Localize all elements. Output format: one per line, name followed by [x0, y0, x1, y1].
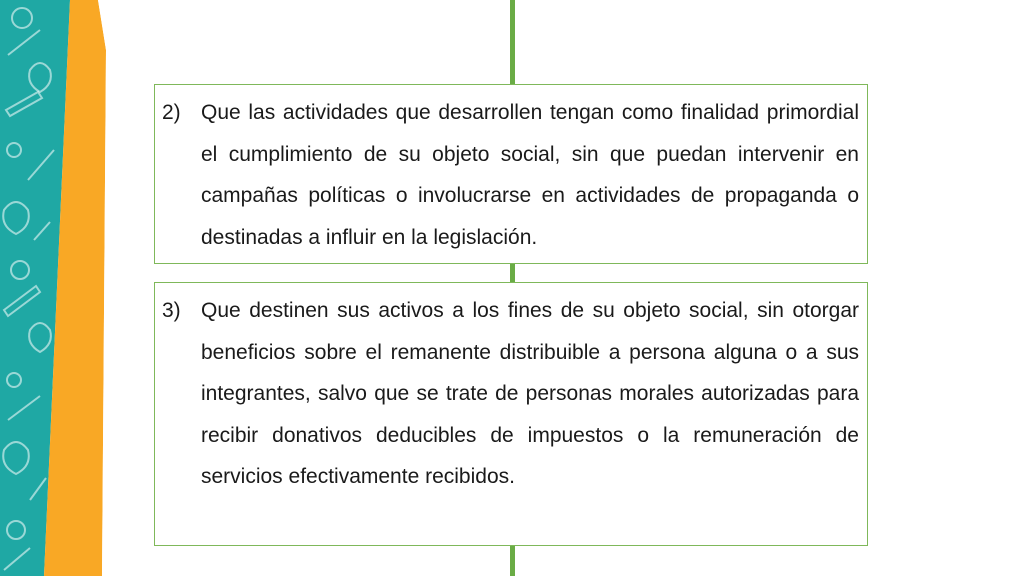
- list-item: [154, 282, 868, 546]
- list-item: [154, 84, 868, 264]
- item-text: Que destinen sus activos a los fines de su objeto social, sin otorgar beneficios sobre el remanente distribuible a persona alguna o a sus integrantes, salvo que se trate de personas morales autorizadas para recibir donativos deducibles de impuestos o la remuneración de servicios efectivamente recibidos.: [201, 299, 859, 488]
- item-text: Que las actividades que desarrollen tengan como finalidad primordial el cumplimiento de su objeto social, sin que puedan intervenir en campañas políticas o involucrarse en actividades de propaganda o destinadas a influir en la legislación.: [201, 101, 859, 249]
- item-number: 3): [162, 299, 181, 322]
- decorative-side-band: [0, 0, 120, 576]
- item-number: 2): [162, 101, 181, 124]
